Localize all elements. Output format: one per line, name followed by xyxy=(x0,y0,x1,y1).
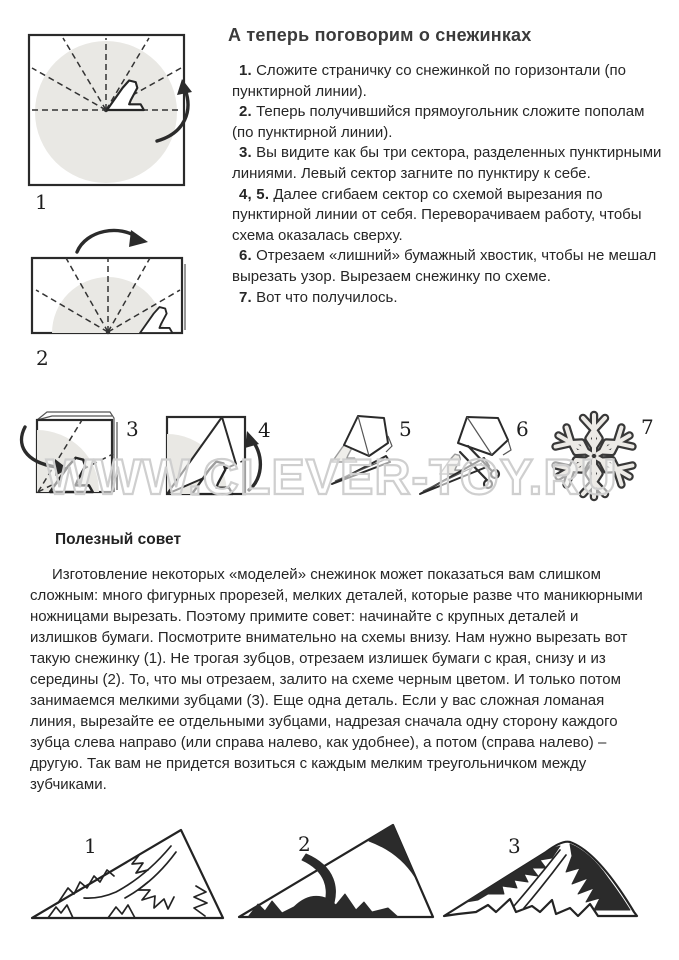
instruction-item: 6. Отрезаем «лишний» бумажный хвостик, чтобы не мешал вырезать узор. Вырезаем снежинку по схеме. xyxy=(232,247,657,285)
cutting-scheme-3-diagram xyxy=(438,822,644,922)
scheme-label-3: 3 xyxy=(508,834,521,858)
watermark: WWW.CLEVER-TOY.RU xyxy=(46,449,618,505)
instruction-item: 2. Теперь получившийся прямоугольник сложите пополам (по пунктирной линии). xyxy=(232,103,645,141)
fold-step-1-diagram xyxy=(27,33,207,205)
fold-step-2-diagram xyxy=(28,224,198,374)
fold-arrow-icon xyxy=(77,230,138,252)
step-label-4: 4 xyxy=(258,418,271,442)
page-title: А теперь поговорим о снежинках xyxy=(228,25,532,45)
step-label-7: 7 xyxy=(641,415,654,439)
instruction-item: 3. Вы видите как бы три сектора, разделенных пунктирными линиями. Левый сектор загните по пунктиру к себе. xyxy=(232,144,662,182)
scheme-label-1: 1 xyxy=(84,834,97,858)
cutting-scheme-1-diagram xyxy=(28,824,228,924)
instruction-item: 7. Вот что получилось. xyxy=(239,288,398,306)
tip-heading: Полезный совет xyxy=(55,531,182,548)
instructions-list xyxy=(232,61,662,308)
step-label-2: 2 xyxy=(36,346,49,370)
step-label-6: 6 xyxy=(516,417,529,441)
tip-body: Изготовление некоторых «моделей» снежинок может показаться вам слишком сложным: много фигурных прорезей, мелких деталей, которые разве что маникюрными ножницами вырезать. Поэтому примите совет: начинайте с крупных деталей и излишков бумаги. Посмотрите внимательно на схемы внизу. Нам нужно вырезать вот такую снежинку (1). Не трогая зубцов, отрезаем излишек бумаги с края, снизу и из середины (2). То, что мы отрезаем, залито на схеме черным цветом. И только потом занимаемся мелкими зубцами (3). Еще одна деталь. Если у вас сложная ломаная линия, вырезайте ее отдельными зубцами, надрезая сначала одну сторону каждого зубца слева направо (или справа налево, как удобнее), а потом (справа налево) – другую. Так вам не придется возиться с каждым мелким треугольничком между зубчиками. xyxy=(30,566,643,793)
instruction-item: 1. Сложите страничку со снежинкой по горизонтали (по пунктирной линии). xyxy=(232,62,627,100)
step-label-5: 5 xyxy=(399,417,412,441)
step-label-3: 3 xyxy=(126,417,139,441)
step-label-1: 1 xyxy=(35,190,48,214)
cutting-scheme-2-diagram xyxy=(236,820,438,922)
instruction-item: 4, 5. Далее сгибаем сектор со схемой вырезания по пунктирной линии от себя. Переворачиваем работу, чтобы схема оказалась сверху. xyxy=(232,185,642,244)
scheme-label-2: 2 xyxy=(298,832,311,856)
